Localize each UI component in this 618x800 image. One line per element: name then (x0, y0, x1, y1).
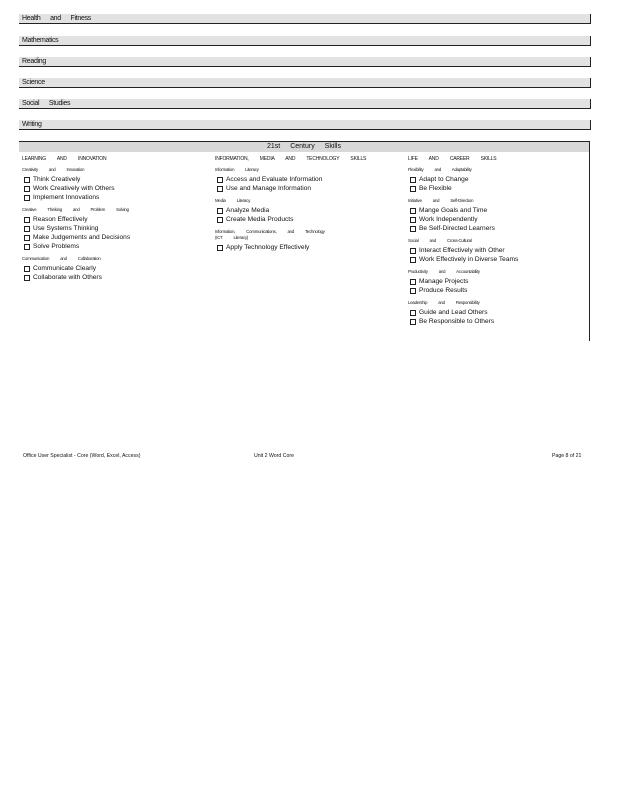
skill-label: Use and Manage Information (226, 185, 312, 192)
skill-label: Work Creatively with Others (33, 185, 115, 192)
skill-item[interactable] (217, 175, 366, 184)
checkbox[interactable] (24, 186, 30, 192)
checkbox[interactable] (217, 217, 223, 223)
group-title: Media Literacy (215, 198, 251, 203)
footer-course: Office User Specialist - Core (Word, Excel, Access) (23, 453, 141, 459)
skill-item[interactable] (24, 193, 130, 202)
skill-label: Communicate Clearly (33, 265, 97, 272)
group-heading (215, 229, 366, 241)
group-title: Information, Communications, and Technology (215, 229, 325, 234)
skill-label: Apply Technology Effectively (226, 244, 310, 251)
checkbox[interactable] (24, 244, 30, 250)
skill-item[interactable] (410, 317, 518, 326)
skill-label: Use Systems Thinking (33, 225, 99, 232)
skill-label: Create Media Products (226, 216, 294, 223)
column-heading: LEARNING AND INNOVATION (22, 156, 107, 162)
checkbox[interactable] (24, 235, 30, 241)
group-title: Communication and Collaboration (22, 256, 101, 261)
skill-item[interactable] (217, 184, 366, 193)
checkbox[interactable] (410, 288, 416, 294)
skills-title: 21st Century Skills (19, 142, 589, 152)
group-heading (215, 167, 366, 173)
group-title: Creativity and Innovation (22, 167, 85, 172)
checkbox[interactable] (410, 177, 416, 183)
checkbox[interactable] (217, 186, 223, 192)
skill-label: Mange Goals and Time (419, 207, 488, 214)
column-heading: LIFE AND CAREER SKILLS (408, 156, 497, 162)
group-subtitle: (ICT Literacy) (215, 235, 249, 240)
skill-label: Think Creatively (33, 176, 81, 183)
skill-label: Work Effectively in Diverse Teams (419, 256, 519, 263)
skill-item[interactable] (24, 184, 130, 193)
skill-item[interactable] (24, 273, 130, 282)
group-title: Flexibility and Adaptability (408, 167, 472, 172)
skill-label: Make Judgements and Decisions (33, 234, 131, 241)
subject-bar: Writing (19, 120, 590, 130)
checkbox[interactable] (24, 226, 30, 232)
subject-bar: Social Studies (19, 99, 590, 109)
skill-label: Work Independently (419, 216, 478, 223)
group-heading (22, 207, 130, 213)
skills-column-learning (22, 156, 130, 282)
subject-bar: Reading (19, 57, 590, 67)
checkbox[interactable] (410, 279, 416, 285)
skill-item[interactable] (410, 286, 518, 295)
skill-item[interactable] (24, 175, 130, 184)
skill-item[interactable] (24, 215, 130, 224)
subject-bar: Mathematics (19, 36, 590, 46)
skill-item[interactable] (410, 175, 518, 184)
group-title: Productivity and Accountability (408, 269, 480, 274)
skills-column-life (408, 156, 518, 326)
skill-item[interactable] (410, 206, 518, 215)
skill-item[interactable] (410, 184, 518, 193)
group-heading (22, 256, 130, 262)
skill-label: Adapt to Change (419, 176, 469, 183)
skill-label: Reason Effectively (33, 216, 88, 223)
checkbox[interactable] (24, 195, 30, 201)
column-heading: INFORMATION, MEDIA AND TECHNOLOGY SKILLS (215, 156, 367, 162)
skill-item[interactable] (410, 277, 518, 286)
skill-label: Solve Problems (33, 243, 80, 250)
skill-item[interactable] (24, 233, 130, 242)
checkbox[interactable] (217, 208, 223, 214)
checkbox[interactable] (24, 177, 30, 183)
skill-item[interactable] (217, 206, 366, 215)
checkbox[interactable] (24, 266, 30, 272)
skill-item[interactable] (410, 255, 518, 264)
skill-label: Guide and Lead Others (419, 309, 488, 316)
group-heading (408, 300, 518, 306)
group-title: Creative Thinking and Problem Solving (22, 207, 129, 212)
group-heading (408, 167, 518, 173)
group-heading (408, 198, 518, 204)
group-heading (408, 269, 518, 275)
skill-label: Access and Evaluate Information (226, 176, 323, 183)
skill-item[interactable] (217, 215, 366, 224)
checkbox[interactable] (410, 248, 416, 254)
skill-item[interactable] (410, 215, 518, 224)
group-title: Initiative and Self-Direction (408, 198, 474, 203)
subject-bar: Science (19, 78, 590, 88)
skill-item[interactable] (24, 224, 130, 233)
skill-label: Analyze Media (226, 207, 270, 214)
checkbox[interactable] (24, 217, 30, 223)
skill-item[interactable] (24, 242, 130, 251)
skill-item[interactable] (410, 308, 518, 317)
skill-label: Collaborate with Others (33, 274, 102, 281)
skill-item[interactable] (24, 264, 130, 273)
group-heading (22, 167, 130, 173)
skill-label: Interact Effectively with Other (419, 247, 505, 254)
skill-label: Be Flexible (419, 185, 452, 192)
skill-item[interactable] (410, 246, 518, 255)
skills-section (19, 141, 590, 341)
footer-page: Page 8 of 21 (552, 453, 582, 459)
checkbox[interactable] (217, 177, 223, 183)
checkbox[interactable] (410, 319, 416, 325)
checkbox[interactable] (410, 208, 416, 214)
group-title: Social and Cross-Cultural (408, 238, 472, 243)
footer-unit: Unit 2 Word Core (254, 453, 294, 459)
checkbox[interactable] (410, 186, 416, 192)
skill-label: Produce Results (419, 287, 468, 294)
checkbox[interactable] (217, 245, 223, 251)
skills-column-information (215, 156, 366, 252)
skill-label: Implement Innovations (33, 194, 100, 201)
group-title: Information Literacy (215, 167, 259, 172)
checkbox[interactable] (410, 257, 416, 263)
group-heading (408, 238, 518, 244)
skill-label: Be Responsible to Others (419, 318, 495, 325)
skill-item[interactable] (217, 243, 366, 252)
skill-label: Manage Projects (419, 278, 469, 285)
skill-label: Be Self-Directed Learners (419, 225, 495, 232)
group-title: Leadership and Responsibility (408, 300, 480, 305)
checkbox[interactable] (410, 310, 416, 316)
skill-item[interactable] (410, 224, 518, 233)
checkbox[interactable] (24, 275, 30, 281)
group-heading (215, 198, 366, 204)
subject-bar: Health and Fitness (19, 14, 590, 24)
checkbox[interactable] (410, 217, 416, 223)
checkbox[interactable] (410, 226, 416, 232)
